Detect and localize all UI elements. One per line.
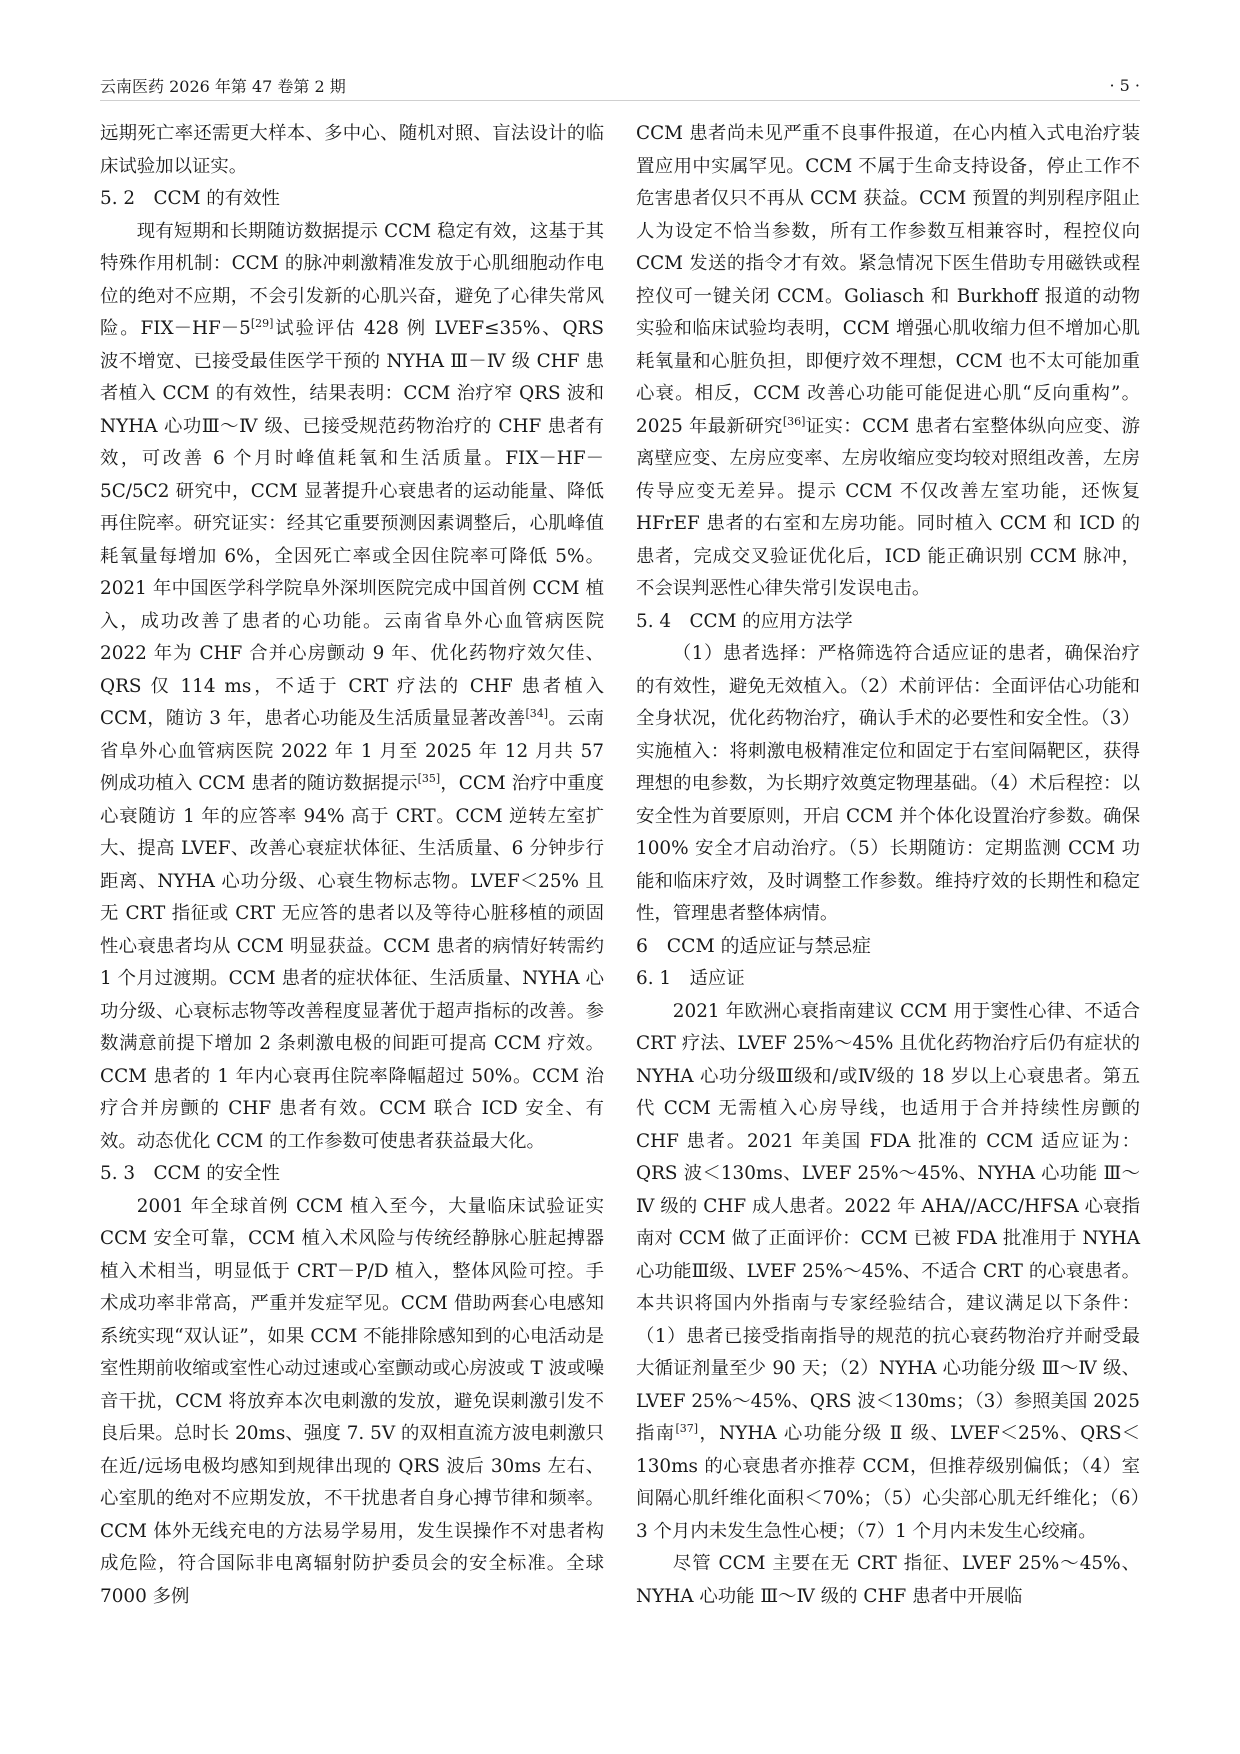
section-heading-5-3: 5. 3 CCM 的安全性 (100, 1163, 280, 1184)
right-column (636, 118, 1140, 1718)
citation-29: [29] (250, 316, 274, 330)
citation-35: [35] (417, 771, 441, 785)
citation-34: [34] (525, 706, 549, 720)
section-heading-6: 6 CCM 的适应证与禁忌症 (636, 935, 871, 957)
article-body (100, 118, 1140, 1718)
paragraph-safety-continued: CCM 患者尚未见严重不良事件报道，在心内植入式电治疗装置应用中实属罕见。CCM 不属于生命支持设备，停止工作不危害患者仅只不再从 CCM 获益。CCM 预置的判别程序阻止人为设定不恰当参数，所有工作参数互相兼容时，程控仪向 CCM 发送的指令才有效。紧急情况下医生借助专用磁铁或程控仪可一键关闭 CCM。Goliasch 和 Burkhoff 报道的动物实验和临床试验均表明，CCM 增强心肌收缩力但不增加心肌耗氧量和心脏负担，即便疗效不理想，CCM 也不太可能加重心衰。相反，CCM 改善心功能可能促进心肌“反向重构”。2025 年最新研究[36]证实：CCM 患者右室整体纵向应变、游离壁应变、左房应变率、左房收缩应变均较对照组改善，左房传导应变无差异。提示 CCM 不仅改善左室功能，还恢复 HFrEF 患者的右室和左房功能。同时植入 CCM 和 ICD 的患者，完成交叉验证优化后，ICD 能正确识别 CCM 脉冲，不会误判恶性心律失常引发误电击。 (636, 123, 1140, 599)
journal-title: 云南医药 2026 年第 47 卷第 2 期 (100, 76, 346, 96)
page-number: · 5 · (1109, 75, 1140, 95)
section-heading-5-2: 5. 2 CCM 的有效性 (100, 188, 280, 209)
paragraph-safety: 2001 年全球首例 CCM 植入至今，大量临床试验证实 CCM 安全可靠，CCM 植入术风险与传统经静脉心脏起搏器植入术相当，明显低于 CRT－P/D 植入，整体风险可控。手术成功率非常高，严重并发症罕见。CCM 借助两套心电感知系统实现“双认证”，如果 CCM 不能排除感知到的心电活动是室性期前收缩或室性心动过速或心室颤动或心房波或 T 波或噪音干扰，CCM 将放弃本次电刺激的发放，避免误刺激引发不良后果。总时长 20ms、强度 7. 5V 的双相直流方波电刺激只在近/远场电极均感知到规律出现的 QRS 波后 30ms 左右、心室肌的绝对不应期发放，不干扰患者自身心搏节律和频率。CCM 体外无线充电的方法易学易用，发生误操作不对患者构成危险，符合国际非电离辐射防护委员会的安全标准。全球 7000 多例 (100, 1195, 604, 1607)
section-heading-5-4: 5. 4 CCM 的应用方法学 (636, 610, 853, 632)
paragraph-final: 尽管 CCM 主要在无 CRT 指征、LVEF 25%～45%、NYHA 心功能 Ⅲ～Ⅳ 级的 CHF 患者中开展临 (636, 1553, 1140, 1607)
paragraph-efficacy: 现有短期和长期随访数据提示 CCM 稳定有效，这基于其特殊作用机制：CCM 的脉冲刺激精准发放于心肌细胞动作电位的绝对不应期，不会引发新的心肌兴奋，避免了心律失常风险。FIX－HF－5[29]试验评估 428 例 LVEF≤35%、QRS 波不增宽、已接受最佳医学干预的 NYHA Ⅲ－Ⅳ 级 CHF 患者植入 CCM 的有效性，结果表明：CCM 治疗窄 QRS 波和 NYHA 心功Ⅲ～Ⅳ 级、已接受规范药物治疗的 CHF 患者有效，可改善 6 个月时峰值耗氧和生活质量。FIX－HF－5C/5C2 研究中，CCM 显著提升心衰患者的运动能量、降低再住院率。研究证实：经其它重要预测因素调整后，心肌峰值耗氧量每增加 6%，全因死亡率或全因住院率可降低 5%。2021 年中国医学科学院阜外深圳医院完成中国首例 CCM 植入，成功改善了患者的心功能。云南省阜外心血管病医院 2022 年为 CHF 合并心房颤动 9 年、优化药物疗效欠佳、QRS 仅 114 ms，不适于 CRT 疗法的 CHF 患者植入 CCM，随访 3 年，患者心功能及生活质量显著改善[34]。云南省阜外心血管病医院 2022 年 1 月至 2025 年 12 月共 57 例成功植入 CCM 患者的随访数据提示[35]，CCM 治疗中重度心衰随访 1 年的应答率 94% 高于 CRT。CCM 逆转左室扩大、提高 LVEF、改善心衰症状体征、生活质量、6 分钟步行距离、NYHA 心功分级、心衰生物标志物。LVEF＜25% 且无 CRT 指征或 CRT 无应答的患者以及等待心脏移植的顽固性心衰患者均从 CCM 明显获益。CCM 患者的病情好转需约 1 个月过渡期。CCM 患者的症状体征、生活质量、NYHA 心功分级、心衰标志物等改善程度显著优于超声指标的改善。参数满意前提下增加 2 条刺激电极的间距可提高 CCM 疗效。CCM 患者的 1 年内心衰再住院率降幅超过 50%。CCM 治疗合并房颤的 CHF 患者有效。CCM 联合 ICD 安全、有效。动态优化 CCM 的工作参数可使患者获益最大化。 (100, 220, 604, 1152)
paragraph-indications: 2021 年欧洲心衰指南建议 CCM 用于窦性心律、不适合 CRT 疗法、LVEF 25%～45% 且优化药物治疗后仍有症状的 NYHA 心功分级Ⅲ级和/或Ⅳ级的 18 岁以上心衰患者。第五代 CCM 无需植入心房导线，也适用于合并持续性房颤的 CHF 患者。2021 年美国 FDA 批准的 CCM 适应证为：QRS 波＜130ms、LVEF 25%～45%、NYHA 心功能 Ⅲ～Ⅳ 级的 CHF 成人患者。2022 年 AHA//ACC/HFSA 心衰指南对 CCM 做了正面评价：CCM 已被 FDA 批准用于 NYHA 心功能Ⅲ级、LVEF 25%～45%、不适合 CRT 的心衰患者。本共识将国内外指南与专家经验结合，建议满足以下条件：（1）患者已接受指南指导的规范的抗心衰药物治疗并耐受最大循证剂量至少 90 天；（2）NYHA 心功能分级 Ⅲ～Ⅳ 级、LVEF 25%～45%、QRS 波＜130ms；（3）参照美国 2025 指南[37]，NYHA 心功能分级 Ⅱ 级、LVEF＜25%、QRS＜130ms 的心衰患者亦推荐 CCM，但推荐级别偏低；（4）室间隔心肌纤维化面积＜70%；（5）心尖部心肌无纤维化；（6）3 个月内未发生急性心梗；（7）1 个月内未发生心绞痛。 (636, 1000, 1140, 1542)
citation-37: [37] (675, 1421, 699, 1435)
citation-36: [36] (782, 414, 806, 428)
paragraph-continuation: 远期死亡率还需更大样本、多中心、随机对照、盲法设计的临床试验加以证实。 (100, 123, 604, 177)
left-column (100, 118, 604, 1718)
running-header (100, 70, 1140, 101)
section-heading-6-1: 6. 1 适应证 (636, 968, 745, 989)
paragraph-methodology: （1）患者选择：严格筛选符合适应证的患者，确保治疗的有效性，避免无效植入。（2）术前评估：全面评估心功能和全身状况，优化药物治疗，确认手术的必要性和安全性。（3）实施植入：将刺激电极精准定位和固定于右室间隔靶区，获得理想的电参数，为长期疗效奠定物理基础。（4）术后程控：以安全性为首要原则，开启 CCM 并个体化设置治疗参数。确保 100% 安全才启动治疗。（5）长期随访：定期监测 CCM 功能和临床疗效，及时调整工作参数。维持疗效的长期性和稳定性，管理患者整体病情。 (636, 643, 1140, 924)
